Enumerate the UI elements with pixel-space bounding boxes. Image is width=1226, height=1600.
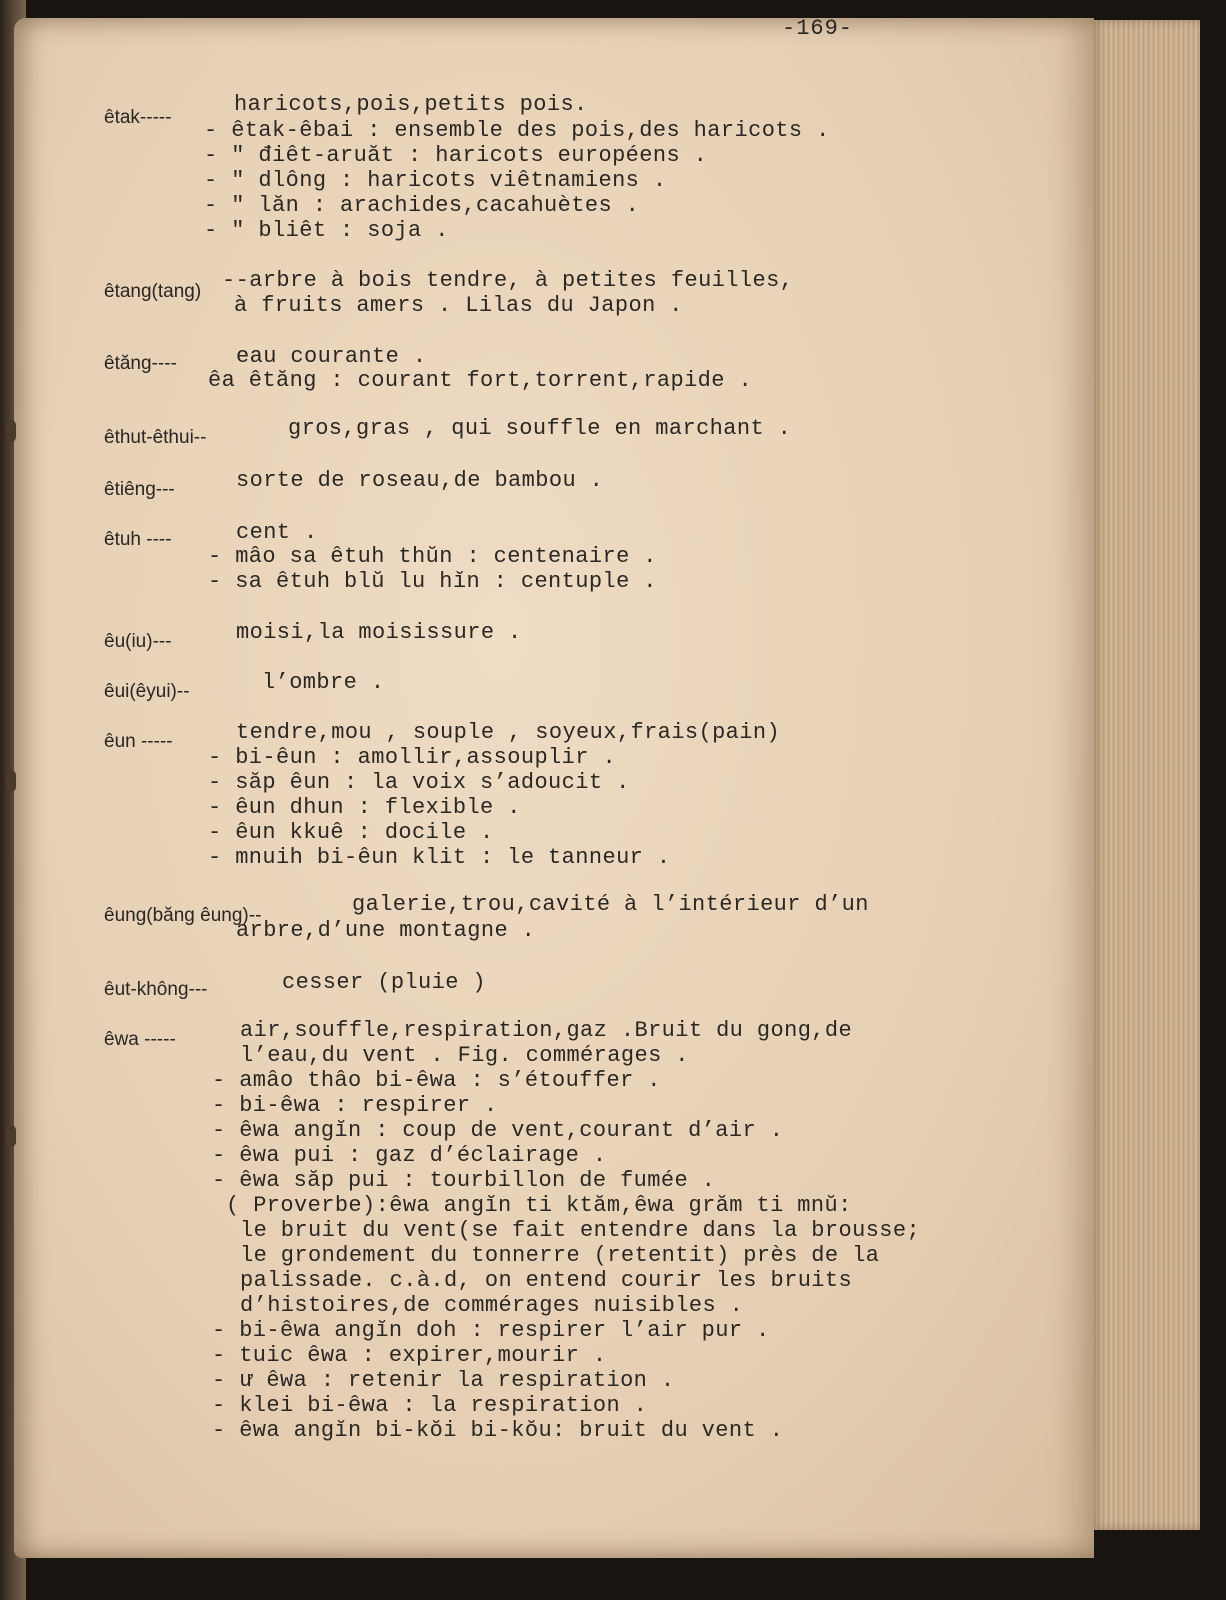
sub-entry-line: - êwa angĭn : coup de vent,courant d’air . xyxy=(212,1118,784,1143)
definition-line: cent . xyxy=(236,520,318,545)
sub-entry-line: - tuic êwa : expirer,mourir . xyxy=(212,1343,607,1368)
definition-line: --arbre à bois tendre, à petites feuilles, xyxy=(222,268,794,293)
headword: êthut-êthui-- xyxy=(104,427,207,448)
sub-entry-line: - êwa săp pui : tourbillon de fumée . xyxy=(212,1168,716,1193)
headword: êui(êyui)-- xyxy=(104,681,190,702)
proverb-line: d’histoires,de commérages nuisibles . xyxy=(240,1293,744,1318)
definition-line: air,souffle,respiration,gaz .Bruit du gong,de xyxy=(240,1018,853,1043)
definition-line: à fruits amers . Lilas du Japon . xyxy=(234,293,683,318)
definition-line: gros,gras , qui souffle en marchant . xyxy=(288,416,792,441)
headword: êtuh ---- xyxy=(104,529,172,550)
definition-line: l’eau,du vent . Fig. commérages . xyxy=(240,1043,689,1068)
sub-entry-line: - " dlông : haricots viêtnamiens . xyxy=(204,168,667,193)
headword: êtak----- xyxy=(104,107,172,128)
headword: êun ----- xyxy=(104,731,173,752)
headword: êut-không--- xyxy=(104,979,208,1000)
sub-entry-line: - êtak-êbai : ensemble des pois,des haricots . xyxy=(204,118,830,143)
sub-entry-line: - " lăn : arachides,cacahuètes . xyxy=(204,193,640,218)
sub-entry-line: êa êtăng : courant fort,torrent,rapide . xyxy=(208,368,753,393)
sub-entry-line: - " bliêt : soja . xyxy=(204,218,449,243)
sub-entry-line: - sa êtuh blŭ lu hĭn : centuple . xyxy=(208,569,657,594)
definition-line: haricots,pois,petits pois. xyxy=(234,92,588,117)
headword: êtang(tang) xyxy=(104,281,202,302)
headword: êwa ----- xyxy=(104,1029,176,1050)
sub-entry-line: - êwa pui : gaz d’éclairage . xyxy=(212,1143,607,1168)
headword: êtiêng--- xyxy=(104,479,175,500)
definition-line: eau courante . xyxy=(236,344,427,369)
sub-entry-line: - êun kkuê : docile . xyxy=(208,820,494,845)
headword: êung(băng êung)-- xyxy=(104,905,262,926)
proverb-line: le bruit du vent(se fait entendre dans la brousse; xyxy=(240,1218,921,1243)
page-number: -169- xyxy=(782,16,854,41)
definition-line: moisi,la moisissure . xyxy=(236,620,522,645)
sub-entry-line: - êun dhun : flexible . xyxy=(208,795,521,820)
sub-entry-line: - bi-êwa : respirer . xyxy=(212,1093,498,1118)
definition-line: tendre,mou , souple , soyeux,frais(pain) xyxy=(236,720,781,745)
definition-line: cesser (pluie ) xyxy=(282,970,487,995)
sub-entry-line: - bi-êwa angĭn doh : respirer l’air pur . xyxy=(212,1318,770,1343)
proverb-line: ( Proverbe):êwa angĭn ti ktăm,êwa grăm ti mnŭ: xyxy=(226,1193,852,1218)
proverb-line: le grondement du tonnerre (retentit) près de la xyxy=(240,1243,880,1268)
sub-entry-line: - bi-êun : amollir,assouplir . xyxy=(208,745,617,770)
sub-entry-line: - ư êwa : retenir la respiration . xyxy=(212,1368,675,1393)
definition-line: l’ombre . xyxy=(262,670,385,695)
definition-line: arbre,d’une montagne . xyxy=(236,918,536,943)
sub-entry-line: - klei bi-êwa : la respiration . xyxy=(212,1393,648,1418)
headword: êtăng---- xyxy=(104,353,177,374)
sub-entry-line: - mâo sa êtuh thŭn : centenaire . xyxy=(208,544,657,569)
definition-line: galerie,trou,cavité à l’intérieur d’un xyxy=(352,892,869,917)
sub-entry-line: - amâo thâo bi-êwa : s’étouffer . xyxy=(212,1068,661,1093)
sub-entry-line: - săp êun : la voix s’adoucit . xyxy=(208,770,630,795)
definition-line: sorte de roseau,de bambou . xyxy=(236,468,604,493)
sub-entry-line: - mnuih bi-êun klit : le tanneur . xyxy=(208,845,671,870)
sub-entry-line: - êwa angĭn bi-kŏi bi-kŏu: bruit du vent . xyxy=(212,1418,784,1443)
sub-entry-line: - " điêt-aruăt : haricots européens . xyxy=(204,143,708,168)
headword: êu(iu)--- xyxy=(104,631,172,652)
proverb-line: palissade. c.à.d, on entend courir les bruits xyxy=(240,1268,853,1293)
